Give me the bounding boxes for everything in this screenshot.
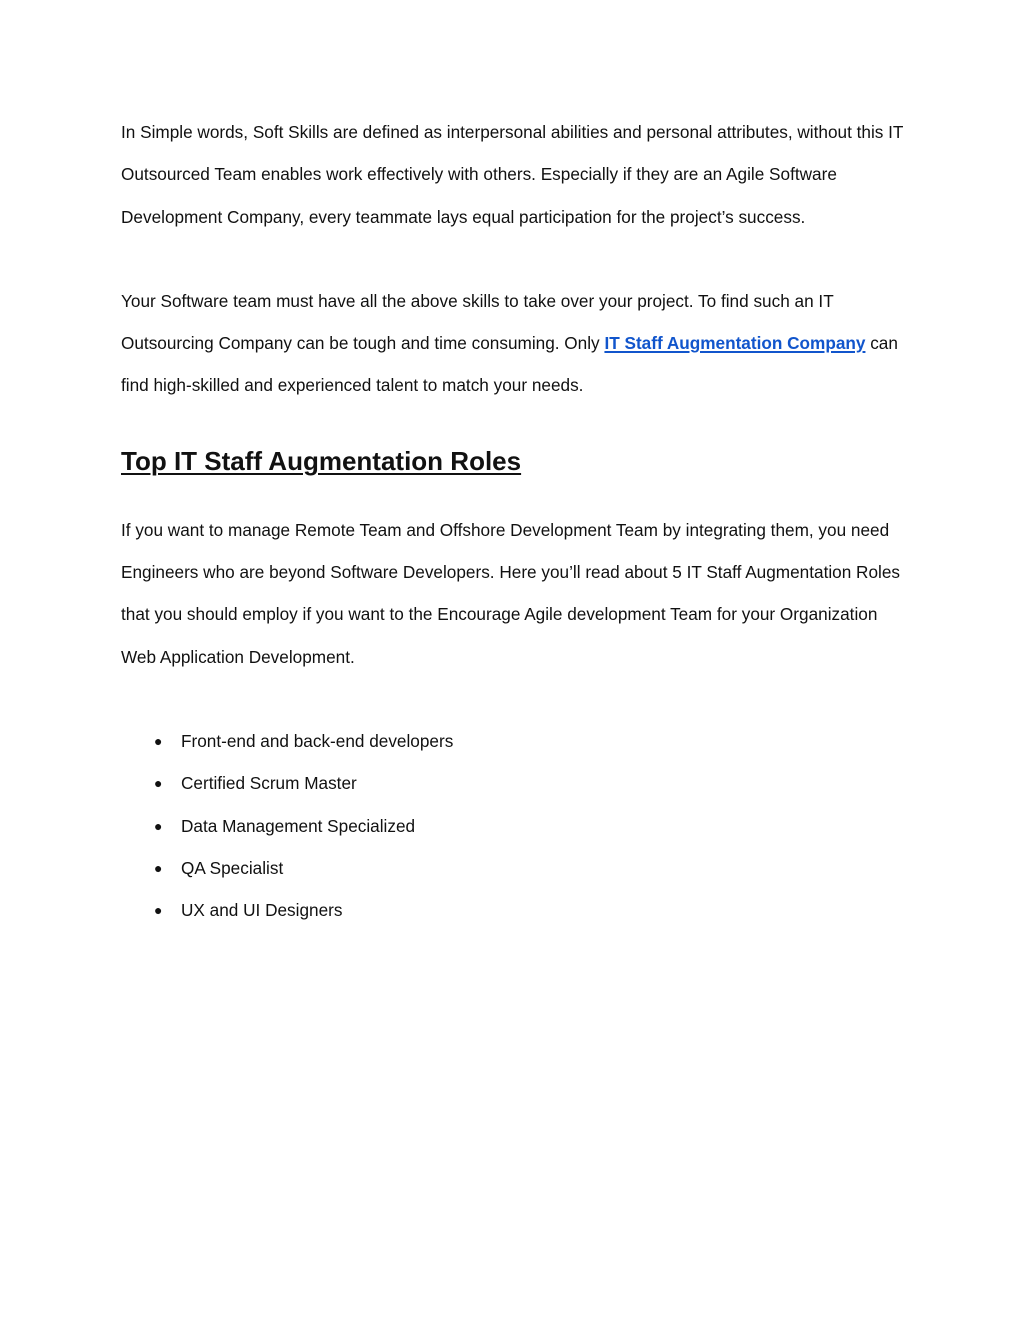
section-heading: Top IT Staff Augmentation Roles [121,445,522,476]
bullet-icon: ● [154,817,163,834]
roles-intro-paragraph: If you want to manage Remote Team and Offshore Development Team by integrating them, you need Engineers who are beyond Software Developers. Here you’ll read about 5 IT Staff Augmentation Roles that you should employ if you want to the Encourage Agile development Team for your Organization Web Application Development. [121,519,900,667]
role-label: Front-end and back-end developers [181,730,454,751]
list-item [121,720,911,762]
list-item [121,762,911,804]
list-item [121,847,911,889]
bullet-icon: ● [154,775,163,792]
role-label: UX and UI Designers [181,900,343,921]
intro-paragraph: In Simple words, Soft Skills are defined as interpersonal abilities and personal attributes, without this IT Outsourced Team enables work effectively with others. Especially if they are an Agile Software Development Company, every teammate lays equal participation for the project’s success. [121,122,904,227]
role-label: Certified Scrum Master [181,773,357,794]
list-item [121,889,911,931]
role-label: Data Management Specialized [181,815,416,836]
roles-list [121,720,911,931]
list-item [121,805,911,847]
bullet-icon: ● [154,859,163,876]
team-skills-paragraph [121,280,911,407]
role-label: QA Specialist [181,857,284,878]
bullet-icon: ● [154,732,163,749]
team-skills-text-before: Your Software team must have all the above skills to take over your project. To find such an IT Outsourcing Company can be tough and time consuming. Only [121,290,834,354]
bullet-icon: ● [154,902,163,919]
it-staff-augmentation-link[interactable]: IT Staff Augmentation Company [604,333,866,354]
document-body [121,111,911,931]
team-skills-text-after: can find high-skilled and experienced talent to match your needs. [121,333,898,396]
